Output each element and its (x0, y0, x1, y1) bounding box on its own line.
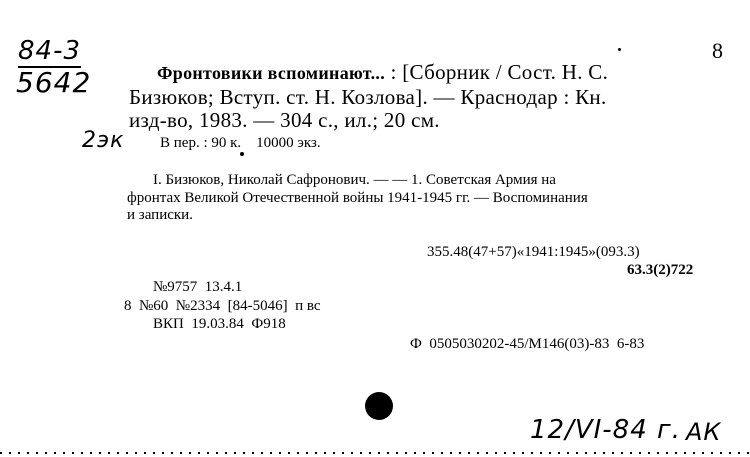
call-number-bottom: 5642 (16, 66, 92, 99)
catalog-code: Ф 0505030202-45/М146(03)-83 6-83 (410, 336, 645, 352)
title-line-1 (157, 60, 608, 85)
title-line-3: изд-во, 1983. — 304 с., ил.; 20 см. (129, 108, 440, 132)
record-number: №9757 13.4.1 (153, 279, 243, 295)
book-title: Фронтовики вспоминают... (157, 63, 385, 83)
title-continuation: : [Сборник / Сост. Н. С. (385, 60, 609, 84)
tracing-line-1: I. Бизюков, Николай Сафронович. — — 1. Советская Армия на (153, 172, 556, 188)
vkp-line: ВКП 19.03.84 Ф918 (153, 316, 286, 332)
bbk-index: 63.3(2)722 (627, 262, 694, 278)
tracing-line-3: и записки. (127, 207, 193, 223)
bottom-edge (0, 452, 750, 454)
ink-dot (240, 152, 244, 156)
udc-index: 355.48(47+57)«1941:1945»(093.3) (427, 244, 640, 260)
call-number-top: 84-3 (18, 36, 82, 66)
handwritten-date: 12/VI-84 г. (530, 415, 681, 445)
tracing-line-2: фронтах Великой Отечественной войны 1941-1945 гг. — Воспоминания (127, 190, 588, 206)
ink-dot (618, 48, 621, 51)
card-number: 8 (712, 38, 723, 63)
price-line: В пер. : 90 к. 10000 экз. (160, 135, 321, 151)
title-line-2: Бизюков; Вступ. ст. Н. Козлова]. — Краснодар : Кн. (129, 85, 607, 109)
order-line: 8 №60 №2334 [84-5046] п вс (124, 298, 321, 314)
ink-blot (365, 392, 393, 420)
handwritten-initials: АК (686, 418, 722, 446)
copies-mark: 2эк (82, 128, 125, 153)
